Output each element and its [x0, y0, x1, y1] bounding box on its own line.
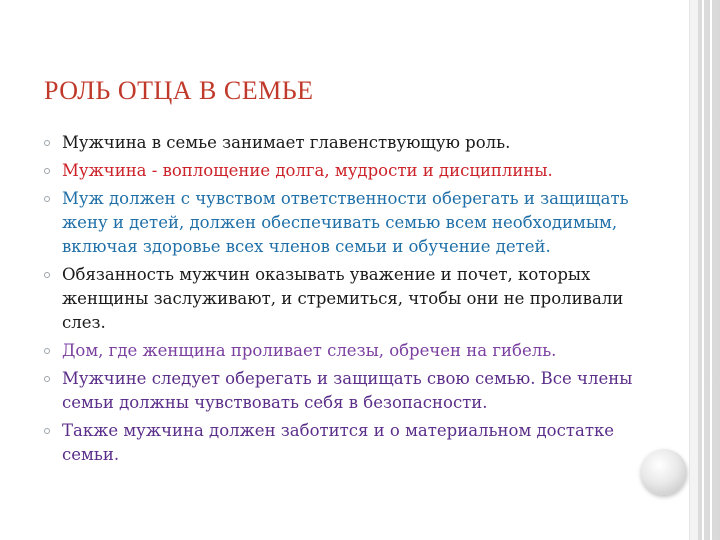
bullet-text: Также мужчина должен заботится и о материальном достатке семьи.	[62, 421, 615, 464]
band-stripe	[702, 0, 704, 540]
circle-bullet-icon	[44, 168, 50, 174]
decorative-circle-icon	[641, 449, 687, 495]
bullet-text: Муж должен с чувством ответственности оберегать и защищать жену и детей, должен обеспечивать семью всем необходимым, включая здоровье всех членов семьи и обучение детей.	[62, 189, 629, 256]
bullet-text: Обязанность мужчин оказывать уважение и почет, которых женщины заслуживают, и стремиться, чтобы они не проливали слез.	[62, 265, 624, 332]
bullet-text: Мужчина - воплощение долга, мудрости и дисциплины.	[62, 161, 553, 180]
bullet-item	[44, 159, 634, 183]
bullet-item	[44, 339, 634, 363]
bullet-list	[44, 131, 634, 471]
slide-title: РОЛЬ ОТЦА В СЕМЬЕ	[44, 76, 314, 105]
bullet-item	[44, 367, 634, 415]
bullet-item	[44, 131, 634, 155]
bullet-item	[44, 263, 634, 335]
bullet-item	[44, 419, 634, 467]
circle-bullet-icon	[44, 196, 50, 202]
bullet-item	[44, 187, 634, 259]
circle-bullet-icon	[44, 140, 50, 146]
circle-bullet-icon	[44, 376, 50, 382]
bullet-text: Дом, где женщина проливает слезы, обречен на гибель.	[62, 341, 557, 360]
band-stripe	[710, 0, 712, 540]
right-decorative-band	[689, 0, 720, 540]
bullet-text: Мужчина в семье занимает главенствующую роль.	[62, 133, 511, 152]
bullet-text: Мужчине следует оберегать и защищать свою семью. Все члены семьи должны чувствовать себя в безопасности.	[62, 369, 633, 412]
circle-bullet-icon	[44, 428, 50, 434]
circle-bullet-icon	[44, 348, 50, 354]
circle-bullet-icon	[44, 272, 50, 278]
